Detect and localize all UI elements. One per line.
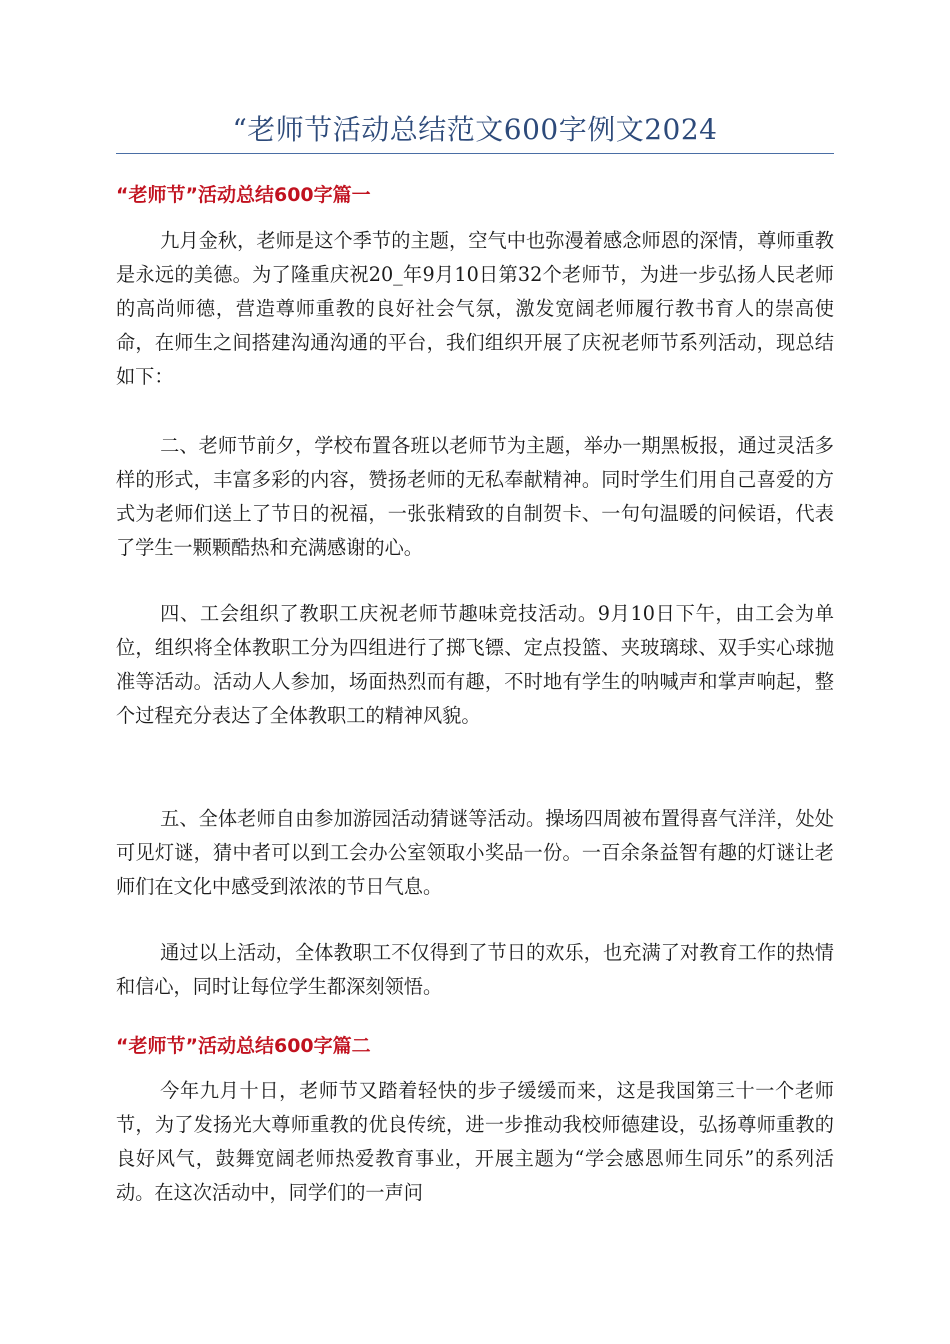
paragraph-1-2: 二、老师节前夕，学校布置各班以老师节为主题，举办一期黑板报，通过灵活多样的形式，丰富多彩的内容，赞扬老师的无私奉献精神。同时学生们用自己喜爱的方式为老师们送上了节日的祝福，一张张精致的自制贺卡、一句句温暖的问候语，代表了学生一颗颗酷热和充满感谢的心。 — [116, 434, 834, 559]
paragraph-1-3: 四、工会组织了教职工庆祝老师节趣味竞技活动。9月10日下午，由工会为单位，组织将全体教职工分为四组进行了掷飞镖、定点投篮、夹玻璃球、双手实心球抛准等活动。活动人人参加，场面热烈而有趣，不时地有学生的呐喊声和掌声响起，整个过程充分表达了全体教职工的精神风貌。 — [116, 602, 834, 727]
paragraph-1-4: 五、全体老师自由参加游园活动猜谜等活动。操场四周被布置得喜气洋洋，处处可见灯谜，猜中者可以到工会办公室领取小奖品一份。一百余条益智有趣的灯谜让老师们在文化中感受到浓浓的节日气息。 — [116, 807, 834, 898]
title-divider — [116, 153, 834, 154]
paragraph-2-1: 今年九月十日，老师节又踏着轻快的步子缓缓而来，这是我国第三十一个老师节，为了发扬光大尊师重教的优良传统，进一步推动我校师德建设，弘扬尊师重教的良好风气，鼓舞宽阔老师热爱教育事业，开展主题为“学会感恩师生同乐”的系列活动。在这次活动中，同学们的一声问 — [116, 1079, 834, 1204]
paragraph-1-5: 通过以上活动，全体教职工不仅得到了节日的欢乐，也充满了对教育工作的热情和信心，同时让每位学生都深刻领悟。 — [116, 941, 834, 998]
section-heading-1: “老师节”活动总结600字篇一 — [116, 184, 371, 206]
document-title: “老师节活动总结范文600字例文2024 — [232, 113, 718, 146]
section-heading-2: “老师节”活动总结600字篇二 — [116, 1035, 371, 1057]
paragraph-1-1: 九月金秋，老师是这个季节的主题，空气中也弥漫着感念师恩的深情，尊师重教是永远的美德。为了隆重庆祝20_年9月10日第32个老师节，为进一步弘扬人民老师的高尚师德，营造尊师重教的良好社会气氛，激发宽阔老师履行教书育人的崇高使命，在师生之间搭建沟通沟通的平台，我们组织开展了庆祝老师节系列活动，现总结如下： — [116, 229, 834, 388]
